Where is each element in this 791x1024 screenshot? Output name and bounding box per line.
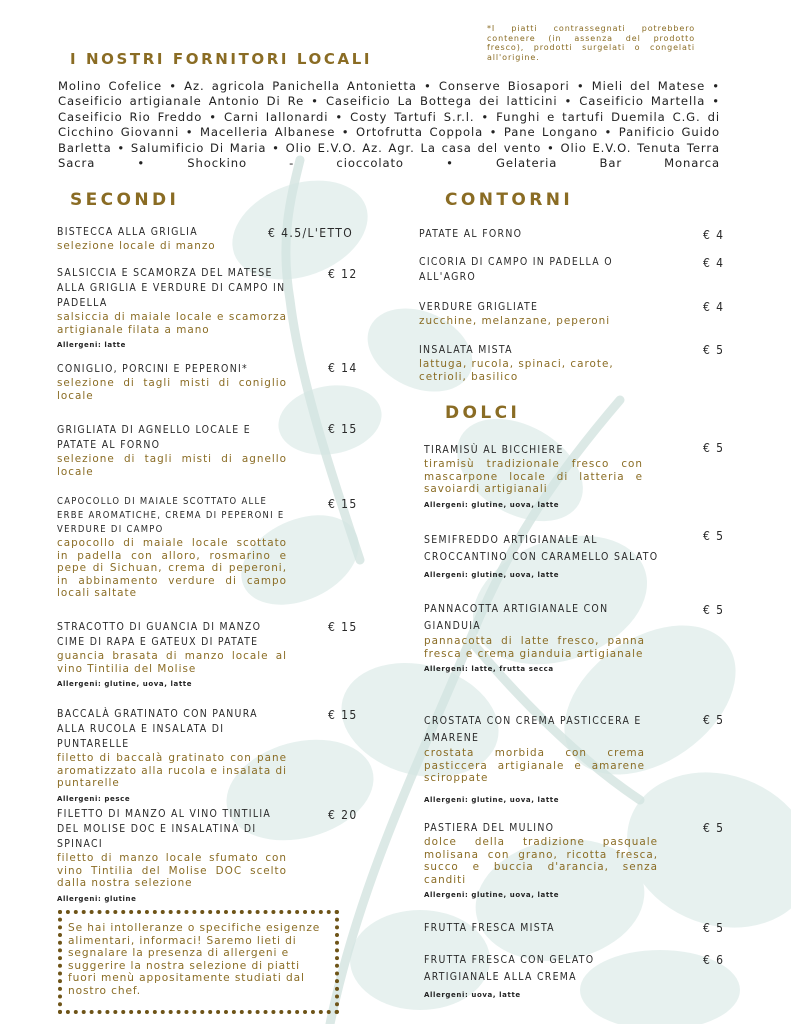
item-price: € 15 [328,497,358,511]
item-price: € 5 [703,921,725,935]
menu-item [424,443,643,510]
menu-item [424,921,664,936]
allergy-info-box: Se hai intolleranze o specifiche esigenze alimentari, informaci! Saremo lieti di segnalare la presenza di allergeni e suggerire la nostra selezione di piatti fuori menù appositamente studiati dal nostro chef. [58,910,339,1014]
item-name: FILETTO DI MANZO AL VINO TINTILIA DEL MOLISE DOC E INSALATINA DI SPINACI [57,808,272,850]
item-name: CROSTATA CON CREMA PASTICCERA E AMARENE [424,715,642,744]
item-allergens: Allergeni: glutine, uova, latte [424,571,560,579]
item-price: € 5 [703,603,725,617]
item-description: dolce della tradizione pasquale molisana con grano, ricotta fresca, succo e buccia d'arancia, senza canditi [424,836,658,886]
item-price: € 5 [703,441,725,455]
menu-item [57,423,287,478]
item-price: € 5 [703,713,725,727]
menu-item [419,227,659,242]
item-description: filetto di baccalà gratinato con pane aromatizzato alla rucola e insalata di puntarelle [57,752,287,790]
menu-item [57,362,287,402]
menu-item [424,952,624,1000]
item-name: PANNACOTTA ARTIGIANALE CON GIANDUIA [424,603,609,632]
item-name: VERDURE GRIGLIATE [419,301,539,313]
menu-item [419,300,659,328]
item-description: capocollo di maiale locale scottato in padella con alloro, rosmarino e pepe di Sichuan, crema di peperoni, in abbinamento verdure di campo locali saltate [57,537,287,600]
item-name: TIRAMISÙ AL BICCHIERE [424,444,564,456]
menu-item [424,713,645,805]
item-name: CAPOCOLLO DI MAIALE SCOTTATO ALLE ERBE AROMATICHE, CREMA DI PEPERONI E VERDURE DI CAMPO [57,496,285,535]
item-allergens: Allergeni: pesce [57,794,131,803]
item-description: filetto di manzo locale sfumato con vino Tintilia del Molise DOC scelto dalla nostra selezione [57,852,287,890]
item-price: € 12 [328,267,358,281]
item-description: tiramisù tradizionale fresco con mascarpone locale di latteria e savoiardi artigianali [424,458,643,496]
menu-item [424,821,658,900]
item-name: BISTECCA ALLA GRIGLIA [57,226,198,238]
item-price: € 14 [328,361,358,375]
item-allergens: Allergeni: glutine [57,894,137,903]
item-allergens: Allergeni: latte [57,341,126,350]
item-allergens: Allergeni: glutine, uova, latte [424,795,560,804]
item-name: SALSICCIA E SCAMORZA DEL MATESE ALLA GRIGLIA E VERDURE DI CAMPO IN PADELLA [57,267,286,309]
section-title-contorni: CONTORNI [445,190,574,210]
item-name: SEMIFREDDO ARTIGIANALE AL CROCCANTINO CON CARAMELLO SALATO [424,534,659,563]
item-description: guancia brasata di manzo locale al vino Tintilia del Molise [57,650,287,675]
suppliers-title: I NOSTRI FORNITORI LOCALI [70,50,373,68]
menu-item [424,601,645,674]
item-allergens: Allergeni: latte, frutta secca [424,665,554,674]
menu-item [57,620,287,689]
suppliers-list: Molino Cofelice • Az. agricola Panichella Antonietta • Conserve Biosapori • Mieli del Matese • Caseificio artigianale Antonio Di Re • Caseificio La Bottega dei latticini • Caseificio Martella • Caseificio Rio Freddo • Carni Iallonardi • Costy Tartufi S.r.l. • Funghi e tartufi Duemila C.G. di Cicchino Giovanni • Macelleria Albanese • Ortofrutta Coppola • Pane Longano • Panificio Guido Barletta • Salumificio Di Maria • Olio E.V.O. Az. Agr. La casa del vento • Olio E.V.O. Tenuta Terra Sacra • Shockino - cioccolato • Gelateria Bar Monarca [58,79,720,171]
menu-item [57,225,287,253]
section-title-secondi: SECONDI [70,190,180,210]
item-name: PATATE AL FORNO [419,228,523,240]
item-price: € 4 [703,300,725,314]
item-price: € 4 [703,256,725,270]
item-description: zucchine, melanzane, peperoni [419,315,611,327]
item-name: PASTIERA DEL MULINO [424,822,555,834]
item-name: GRIGLIATA DI AGNELLO LOCALE E PATATE AL FORNO [57,424,251,451]
menu-item [57,495,287,600]
section-title-dolci: DOLCI [445,403,521,423]
item-description: selezione locale di manzo [57,240,216,252]
item-price: € 5 [703,343,725,357]
item-price: € 15 [328,708,358,722]
item-name: STRACOTTO DI GUANCIA DI MANZO CIME DI RAPA E GATEUX DI PATATE [57,621,262,648]
item-name: CICORIA DI CAMPO IN PADELLA O ALL'AGRO [419,256,613,283]
item-description: lattuga, rucola, spinaci, carote, cetrioli, basilico [419,358,614,383]
menu-item [57,807,287,904]
item-description: crostata morbida con crema pasticcera artigianale e amarene sciroppate [424,747,645,785]
item-name: FRUTTA FRESCA MISTA [424,922,555,934]
item-price: € 15 [328,422,358,436]
item-name: FRUTTA FRESCA CON GELATO ARTIGIANALE ALLA CREMA [424,954,595,983]
item-price: € 4 [703,228,725,242]
menu-item [419,343,639,383]
item-name: INSALATA MISTA [419,344,513,356]
menu-item [424,532,674,580]
item-allergens: Allergeni: glutine, uova, latte [424,500,560,509]
item-description: pannacotta di latte fresco, panna fresca e crema gianduia artigianale [424,635,645,660]
menu-item [419,255,634,285]
item-price: € 4.5/L'ETTO [268,226,354,240]
item-allergens: Allergeni: glutine, uova, latte [57,680,193,689]
item-name: BACCALÀ GRATINATO CON PANURA ALLA RUCOLA E INSALATA DI PUNTARELLE [57,708,258,750]
item-price: € 20 [328,808,358,822]
item-price: € 5 [703,821,725,835]
item-allergens: Allergeni: uova, latte [424,991,521,999]
menu-item [57,707,287,804]
disclaimer-note: *I piatti contrassegnati potrebbero contenere (in assenza del prodotto fresco), prodotti surgelati o congelati all'origine. [487,24,695,62]
item-price: € 15 [328,620,358,634]
item-allergens: Allergeni: glutine, uova, latte [424,891,560,900]
item-price: € 6 [703,953,725,967]
item-description: selezione di tagli misti di agnello locale [57,453,287,478]
menu-item [57,266,287,350]
item-description: salsiccia di maiale locale e scamorza artigianale filata a mano [57,311,287,336]
item-name: CONIGLIO, PORCINI E PEPERONI* [57,363,249,375]
item-description: selezione di tagli misti di coniglio locale [57,377,287,402]
item-price: € 5 [703,529,725,543]
